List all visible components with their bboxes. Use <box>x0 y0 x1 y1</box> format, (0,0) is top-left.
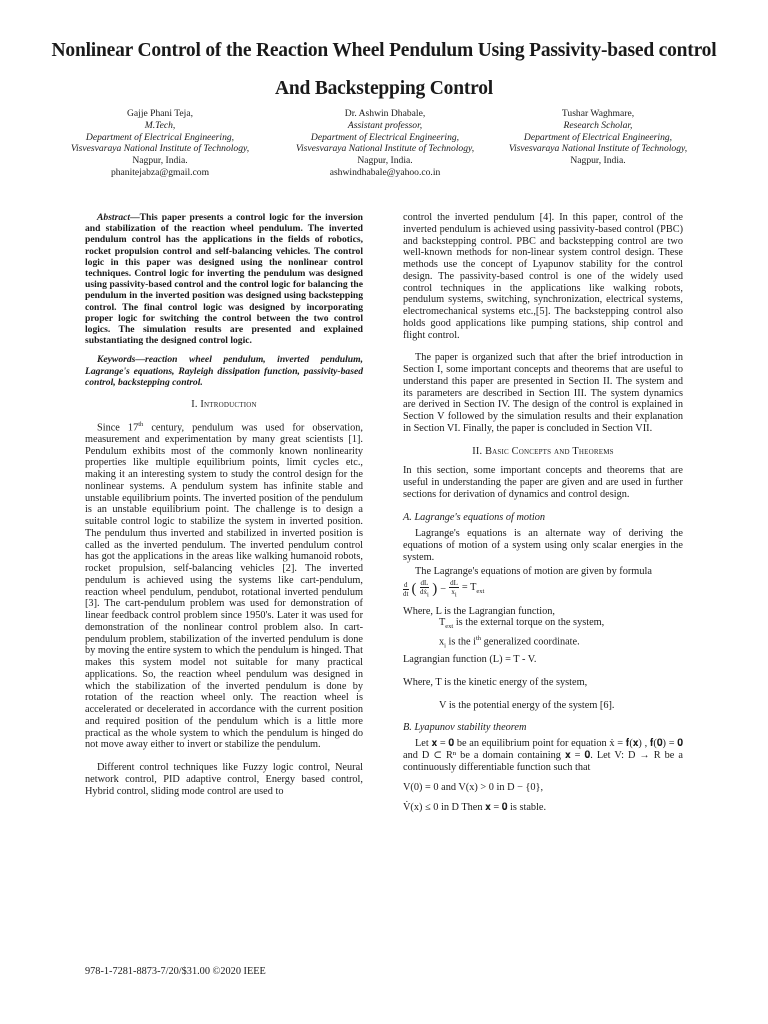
lyapunov-condition-1: V(0) = 0 and V(x) > 0 in D − {0}, <box>403 781 544 793</box>
section-heading-basic-concepts: II. Basic Concepts and Theorems <box>472 445 614 457</box>
intro-paragraph-3: The paper is organized such that after the brief introduction in Section I, some important concepts and theorems that are useful to understand this paper are presented in Section II. The system and its parameters are described in Section III. The system dynamics are derived in Section IV. The design of the control is explained in Section V followed by the simulation results and their explanation in Section VI. Finally, the paper is concluded in Section VII. <box>403 352 683 434</box>
superscript: th <box>476 635 482 643</box>
lyapunov-condition-2: V̇(x) ≤ 0 in D Then 𝐱 = 𝟎 is stable. <box>403 802 547 814</box>
text-run: generalized coordinate. <box>481 636 580 648</box>
author-2 <box>295 108 475 179</box>
numerator: dL <box>420 579 429 588</box>
where-line-3 <box>403 633 683 652</box>
author-name: Tushar Waghmare, <box>561 108 635 119</box>
author-role: M.Tech, <box>144 119 176 131</box>
minus-sign: − <box>440 583 447 595</box>
numerator: dL <box>450 579 458 588</box>
abstract <box>85 212 363 346</box>
section2-intro: In this section, some important concepts and theorems that are useful in understanding the paper are given and are used in further sections for derivation of dynamics and control design. <box>403 465 683 500</box>
text-run: dẋ <box>419 588 427 597</box>
numerator: d <box>404 580 408 589</box>
equals-text <box>462 582 484 598</box>
author-inst: Visvesvaraya National Institute of Technology, <box>508 143 688 155</box>
intro-paragraph-2-continued: control the inverted pendulum [4]. In this paper, control of the inverted pendulum is achieved using passivity-based control (PBC) and backstepping control. PBC and backstepping control are two well-known methods for non-linear system control design. These methods use the concept of Lyapunov stability for the control design. The passivity-based control is one of the widely used control techniques in the applications like walking robots, pendulum systems, switching, synchronization, electrical systems, electromechanical systems etc.,[5]. The backstepping control also holds good applications like pumping stations, ship control and flight control. <box>403 212 683 341</box>
denominator: dt <box>403 589 409 598</box>
paren-open: ( <box>411 580 417 597</box>
text-run: is the external torque on the system, <box>453 617 605 629</box>
subscript: i <box>444 642 446 650</box>
author-3 <box>508 108 688 167</box>
author-city: Nagpur, India. <box>357 155 413 167</box>
text-run: x <box>439 636 445 648</box>
author-name: Gajje Phani Teja, <box>126 108 194 119</box>
fraction <box>420 579 430 599</box>
subscript: i <box>454 591 457 599</box>
fraction <box>449 579 459 599</box>
paper-title: Nonlinear Control of the Reaction Wheel Pendulum Using Passivity-based control And Backstepping Control <box>51 40 717 99</box>
author-email: ashwindhabale@yahoo.co.in <box>329 166 441 178</box>
abstract-label: Abstract <box>97 212 131 223</box>
left-column <box>85 212 363 808</box>
author-city: Nagpur, India. <box>570 155 626 167</box>
author-email: phanitejabza@gmail.com <box>110 166 210 178</box>
author-dept: Department of Electrical Engineering, <box>523 131 673 143</box>
text-run: Since 17 <box>97 422 139 434</box>
subsection-heading-lagrange: A. Lagrange's equations of motion <box>403 511 546 523</box>
text-run: T <box>439 617 446 629</box>
paren-close: ) <box>432 580 438 597</box>
author-inst: Visvesvaraya National Institute of Technology, <box>295 143 475 155</box>
author-city: Nagpur, India. <box>132 155 188 167</box>
keywords-label: Keywords <box>97 354 136 366</box>
text-run: century, pendulum was used for observation, measurement and experimentation by many great scientists [1]. Pendulum exhibits most of the commonly known nonlinearity properties like multiple equilibrium points, limit cycles etc., making it an interesting system to study the control design for the nonlinear systems. A pendulum system has infinite stable and unstable equilibrium points. The inverted position of the pendulum is an unstable equilibrium point. The challenge is to design a suitable control logic to stabilize the system in inverted position. The pendulum thus inverted and stabilized in inverted position is called as the inverted pendulum. The inverted pendulum control has got the applications in the areas like walking humanoid robots, rocket propulsion, self-balancing vehicles [2]. The inverted pendulum is achieved using the systems like cart-pendulum, reaction wheel pendulum, pendubot, rotational inverted pendulum [3]. The cart-pendulum problem was used for demonstration of linear feedback control problem since 1950's. Later it was used for demonstration of the nonlinear control problem also. In cart-pendulum problem, stabilization of the inverted pendulum is done by moving the entire system to which the pendulum is hinged. That makes this system model not suitable for many practical applications. So, the reaction wheel pendulum was designed in which the stabilization of the inverted pendulum is done by rotation of the reaction wheel only. The reaction wheel is accelerated or decelerated in accordance with the current position and required position of the pendulum which is a little more practical as the whole system to which the pendulum is hinged do not move away either to invert or stabilize the pendulum. <box>85 422 363 751</box>
where-line-4: Where, T is the kinetic energy of the system, <box>403 677 588 689</box>
section-heading-introduction: I. Introduction <box>191 399 257 411</box>
subsection-heading-lyapunov: B. Lyapunov stability theorem <box>403 721 527 733</box>
where-line-2 <box>403 617 683 633</box>
fraction <box>403 581 409 598</box>
author-1 <box>70 108 250 179</box>
subscript: ext <box>476 587 485 595</box>
author-dept: Department of Electrical Engineering, <box>85 131 235 143</box>
author-name: Dr. Ashwin Dhabale, <box>344 108 426 119</box>
lagrange-paragraph-2: The Lagrange's equations of motion are given by formula <box>415 565 652 577</box>
where-line-5: V is the potential energy of the system [6]. <box>439 699 615 711</box>
keywords <box>85 354 363 388</box>
denominator <box>420 588 429 599</box>
intro-paragraph-2: Different control techniques like Fuzzy logic control, Neural network control, PID adaptive control, Energy based control, Hybrid control, sliding mode control are used to <box>85 762 363 797</box>
right-column <box>403 212 683 814</box>
lagrangian-definition: Lagrangian function (L) = T - V. <box>403 654 537 666</box>
author-role: Research Scholar, <box>563 119 633 131</box>
intro-paragraph-1 <box>85 419 363 751</box>
text-run: = T <box>461 581 477 593</box>
subscript: ext <box>445 623 454 631</box>
lagrange-paragraph-1: Lagrange's equations is an alternate way of deriving the equations of motion of a system using only scalar energies in the system. <box>403 528 683 563</box>
abstract-text: —This paper presents a control logic for the inversion and stabilization of the reaction wheel pendulum. The inverted pendulum control has the applications in the fields of robotics, rocket propulsion control and self-balancing vehicles. The control logic in this paper was designed using the nonlinear control techniques. Control logic for inverting the pendulum was designed using passivity-based control and the control logic for balancing the pendulum in the inverted position was designed using backstepping control. The final control logic was designed by incorporating proper logic for switching the control between the two control logics. The simulation results are presented and explained substantiating the designed control logic. <box>85 212 363 347</box>
superscript: th <box>138 420 144 428</box>
author-dept: Department of Electrical Engineering, <box>310 131 460 143</box>
lyapunov-paragraph: Let 𝐱 = 𝟎 be an equilibrium point for equation ẋ = 𝐟(𝐱) , 𝐟(𝟎) = 𝟎 and D ⊂ Rⁿ be a domain containing 𝐱 = 𝟎. Let V: D → R be a continuously differentiable function such that <box>403 738 683 773</box>
lagrange-equation <box>403 579 683 599</box>
denominator <box>451 588 456 599</box>
keywords-text: —reaction wheel pendulum, inverted pendulum, Lagrange's equations, Rayleigh dissipation function, passivity-based control, backstepping control. <box>85 354 363 388</box>
footer-copyright: 978-1-7281-8873-7/20/$31.00 ©2020 IEEE <box>85 966 266 977</box>
text-run: is the i <box>445 636 476 648</box>
author-role: Assistant professor, <box>347 119 423 131</box>
where-line-1: Where, L is the Lagrangian function, <box>403 605 556 617</box>
text-run: x <box>451 588 455 597</box>
author-inst: Visvesvaraya National Institute of Technology, <box>70 143 250 155</box>
subscript: i <box>426 591 429 599</box>
